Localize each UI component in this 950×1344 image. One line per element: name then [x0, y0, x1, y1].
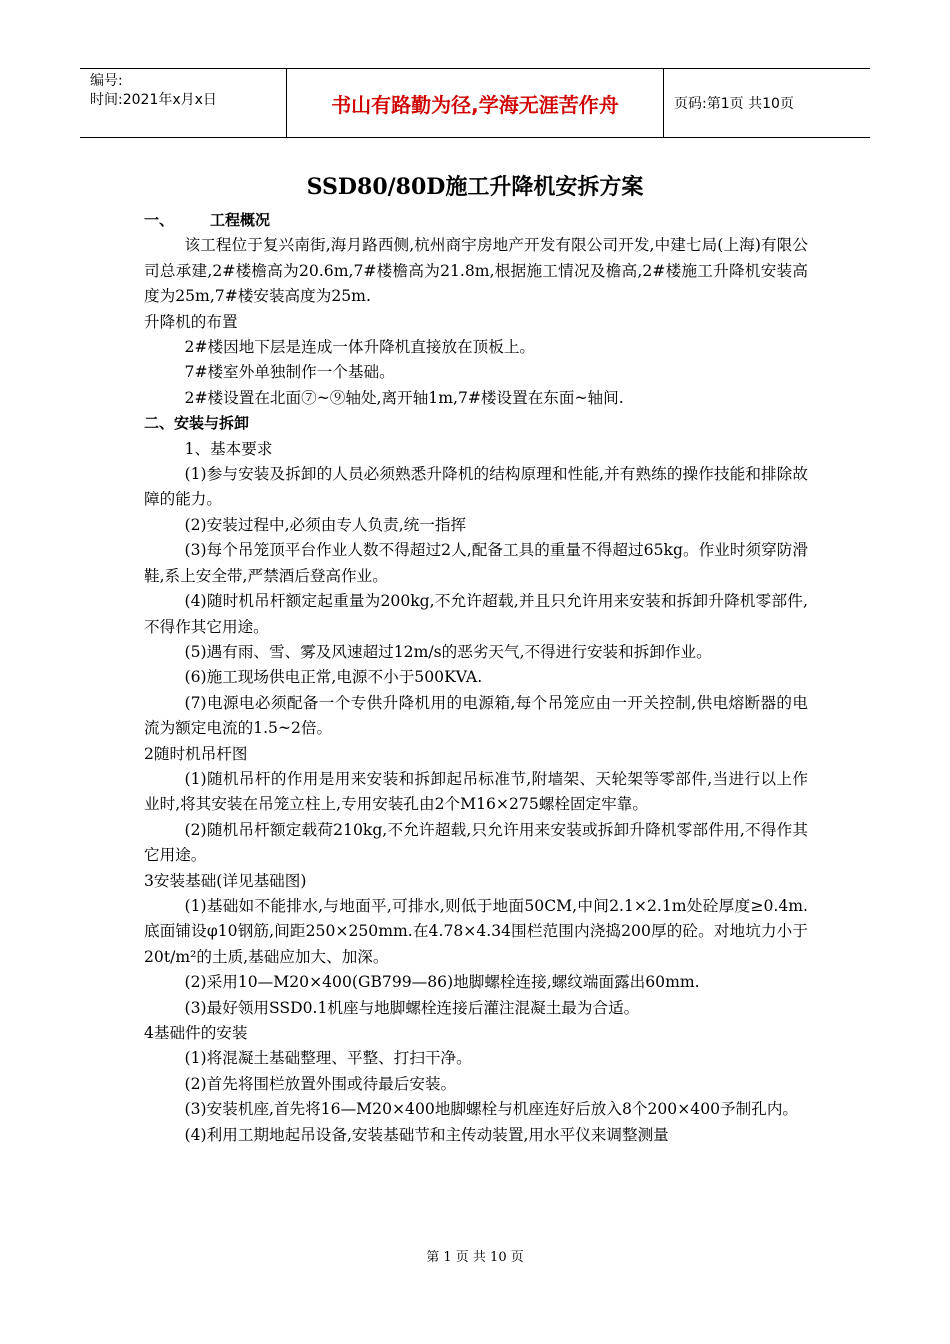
- paragraph: 2#楼因地下层是连成一体升降机直接放在顶板上。: [184, 338, 536, 357]
- paragraph: (1)参与安装及拆卸的人员必须熟悉升降机的结构原理和性能,并有熟练的操作技能和排除故障的能力。: [144, 465, 808, 509]
- paragraph: 7#楼室外单独制作一个基础。: [184, 363, 395, 382]
- document-number-label: 编号:: [90, 73, 123, 89]
- paragraph: (2)采用10—M20×400(GB799—86)地脚螺栓连接,螺纹端面露出60mm.: [184, 973, 700, 992]
- section-title-1: 工程概况: [210, 211, 271, 229]
- paragraph: 1、基本要求: [184, 439, 273, 458]
- header-motto: 书山有路勤为径,学海无涯苦作舟: [287, 69, 664, 137]
- paragraph: 3安装基础(详见基础图): [144, 871, 307, 890]
- paragraph: 2随时机吊杆图: [144, 744, 248, 763]
- paragraph: 升降机的布置: [144, 312, 238, 331]
- paragraph: (6)施工现场供电正常,电源不小于500KVA.: [184, 668, 483, 687]
- paragraph: (2)首先将围栏放置外围或待最后安装。: [184, 1074, 457, 1093]
- paragraph: (1)将混凝土基础整理、平整、打扫干净。: [184, 1049, 472, 1068]
- paragraph: (3)最好领用SSD0.1机座与地脚螺栓连接后灌注混凝土最为合适。: [184, 998, 640, 1017]
- section-number-1: 一、: [144, 211, 175, 229]
- paragraph: (7)电源电必须配备一个专供升降机用的电源箱,每个吊笼应由一开关控制,供电熔断器的电流为额定电流的1.5~2倍。: [144, 693, 808, 738]
- paragraph: (5)遇有雨、雪、雾及风速超过12m/s的恶劣天气,不得进行安装和拆卸作业。: [184, 642, 712, 661]
- document-title: SSD80/80D施工升降机安拆方案: [306, 174, 644, 200]
- document-date: 时间:2021年x月x日: [90, 92, 217, 108]
- paragraph: (4)随时机吊杆额定起重量为200kg,不允许超载,并且只允许用来安装和拆卸升降机零部件,不得作其它用途。: [144, 592, 808, 636]
- document-body: [144, 208, 808, 1148]
- page-footer: 第 1 页 共 10 页: [426, 1250, 524, 1265]
- section-heading-2: 二、安装与拆卸: [144, 414, 250, 433]
- paragraph: (1)基础如不能排水,与地面平,可排水,则低于地面50CM,中间2.1×2.1m处砼厚度≥0.4m.底面铺设φ10钢筋,间距250×250mm.在4.78×4.34围栏范围内浇捣200厚的砼。对地坑力小于20t/m²的土质,基础应加大、加深。: [144, 896, 808, 966]
- section-heading-1: [144, 208, 808, 233]
- paragraph: (3)每个吊笼顶平台作业人数不得超过2人,配备工具的重量不得超过65kg。作业时须穿防滑鞋,系上安全带,严禁酒后登高作业。: [144, 541, 808, 585]
- header-table: [80, 68, 870, 138]
- paragraph: (4)利用工期地起吊设备,安装基础节和主传动装置,用水平仪来调整测量: [184, 1125, 669, 1144]
- paragraph: 4基础件的安装: [144, 1024, 248, 1042]
- paragraph: (3)安装机座,首先将16—M20×400地脚螺栓与机座连好后放入8个200×400予制孔内。: [184, 1100, 799, 1119]
- paragraph: (2)安装过程中,必须由专人负责,统一指挥: [184, 515, 467, 534]
- paragraph: 2#楼设置在北面⑦~⑨轴处,离开轴1m,7#楼设置在东面~轴间.: [184, 388, 624, 407]
- header-meta: [80, 69, 287, 137]
- paragraph: (1)随机吊杆的作用是用来安装和拆卸起吊标准节,附墙架、天轮架等零部件,当进行以上作业时,将其安装在吊笼立柱上,专用安装孔由2个M16×275螺栓固定牢靠。: [144, 769, 808, 814]
- paragraph: (2)随机吊杆额定载荷210kg,不允许超载,只允许用来安装或拆卸升降机零部件用,不得作其它用途。: [144, 820, 808, 865]
- paragraph: 该工程位于复兴南街,海月路西侧,杭州商宇房地产开发有限公司开发,中建七局(上海)有限公司总承建,2#楼檐高为20.6m,7#楼檐高为21.8m,根据施工情况及檐高,2#楼施工升降机安装高度为25m,7#楼安装高度为25m.: [144, 236, 808, 306]
- header-page-info: 页码:第1页 共10页: [674, 96, 794, 112]
